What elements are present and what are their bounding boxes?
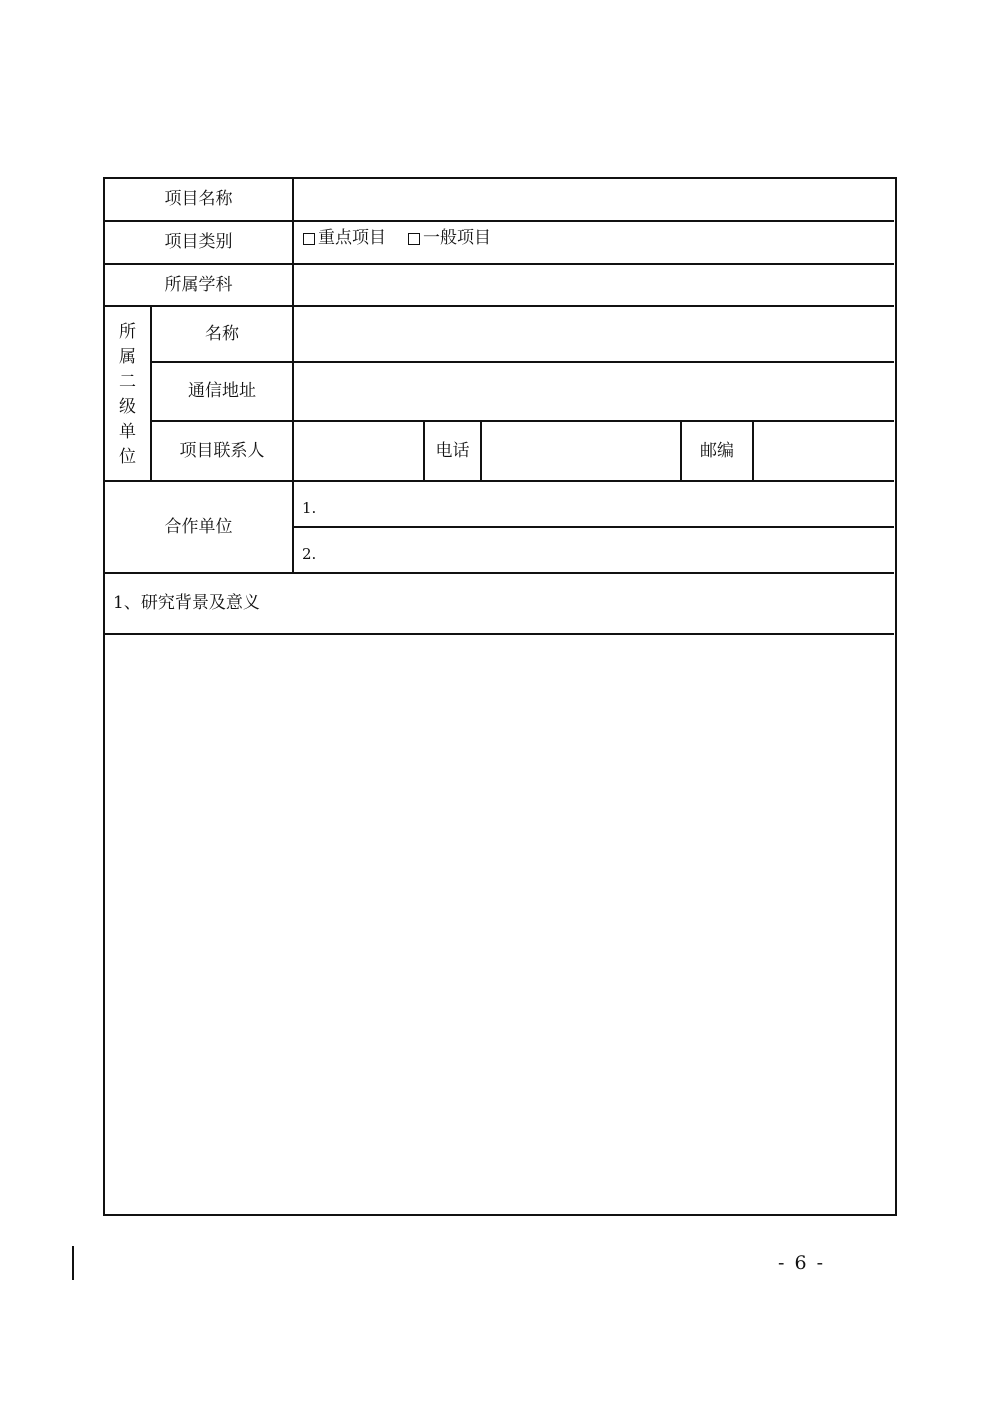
project-type-options: [303, 219, 883, 257]
discipline-field[interactable]: [294, 265, 894, 305]
unit-group-char: 二: [119, 371, 136, 392]
contact-label: 项目联系人: [179, 440, 265, 461]
partner-item-2[interactable]: 2.: [302, 544, 317, 563]
phone-label: 电话: [435, 440, 470, 461]
contact-field[interactable]: [294, 422, 423, 480]
project-type-label: 项目类别: [164, 232, 233, 252]
project-name-field[interactable]: [294, 179, 894, 220]
unit-name-label: 名称: [205, 323, 239, 344]
project-name-label: 项目名称: [164, 189, 233, 209]
partner-label: 合作单位: [164, 516, 233, 537]
option-key-project-label: 重点项目: [318, 227, 386, 248]
option-key-project[interactable]: [303, 227, 386, 248]
section-heading: 1、研究背景及意义: [113, 593, 260, 613]
page-number: - 6 -: [778, 1252, 826, 1274]
unit-group-char: 单: [119, 421, 136, 442]
checkbox-icon[interactable]: [303, 233, 315, 245]
postcode-label: 邮编: [700, 440, 734, 461]
discipline-label: 所属学科: [164, 274, 233, 295]
postcode-field[interactable]: [754, 422, 894, 480]
application-form-table: [103, 177, 897, 1216]
checkbox-icon[interactable]: [408, 233, 420, 245]
address-field[interactable]: [294, 363, 894, 420]
binding-margin-mark: [72, 1246, 74, 1280]
option-general-project[interactable]: [408, 227, 491, 248]
address-label: 通信地址: [188, 381, 256, 401]
unit-group-char: 属: [119, 346, 136, 367]
phone-field[interactable]: [482, 422, 680, 480]
unit-name-field[interactable]: [294, 307, 894, 361]
unit-group-label: [105, 309, 150, 480]
unit-group-char: 级: [119, 396, 136, 417]
partner-item-1[interactable]: 1.: [302, 498, 317, 517]
unit-group-char: 所: [119, 321, 136, 342]
research-background-field[interactable]: [105, 635, 894, 1213]
option-general-project-label: 一般项目: [423, 227, 491, 248]
unit-group-char: 位: [119, 446, 136, 467]
